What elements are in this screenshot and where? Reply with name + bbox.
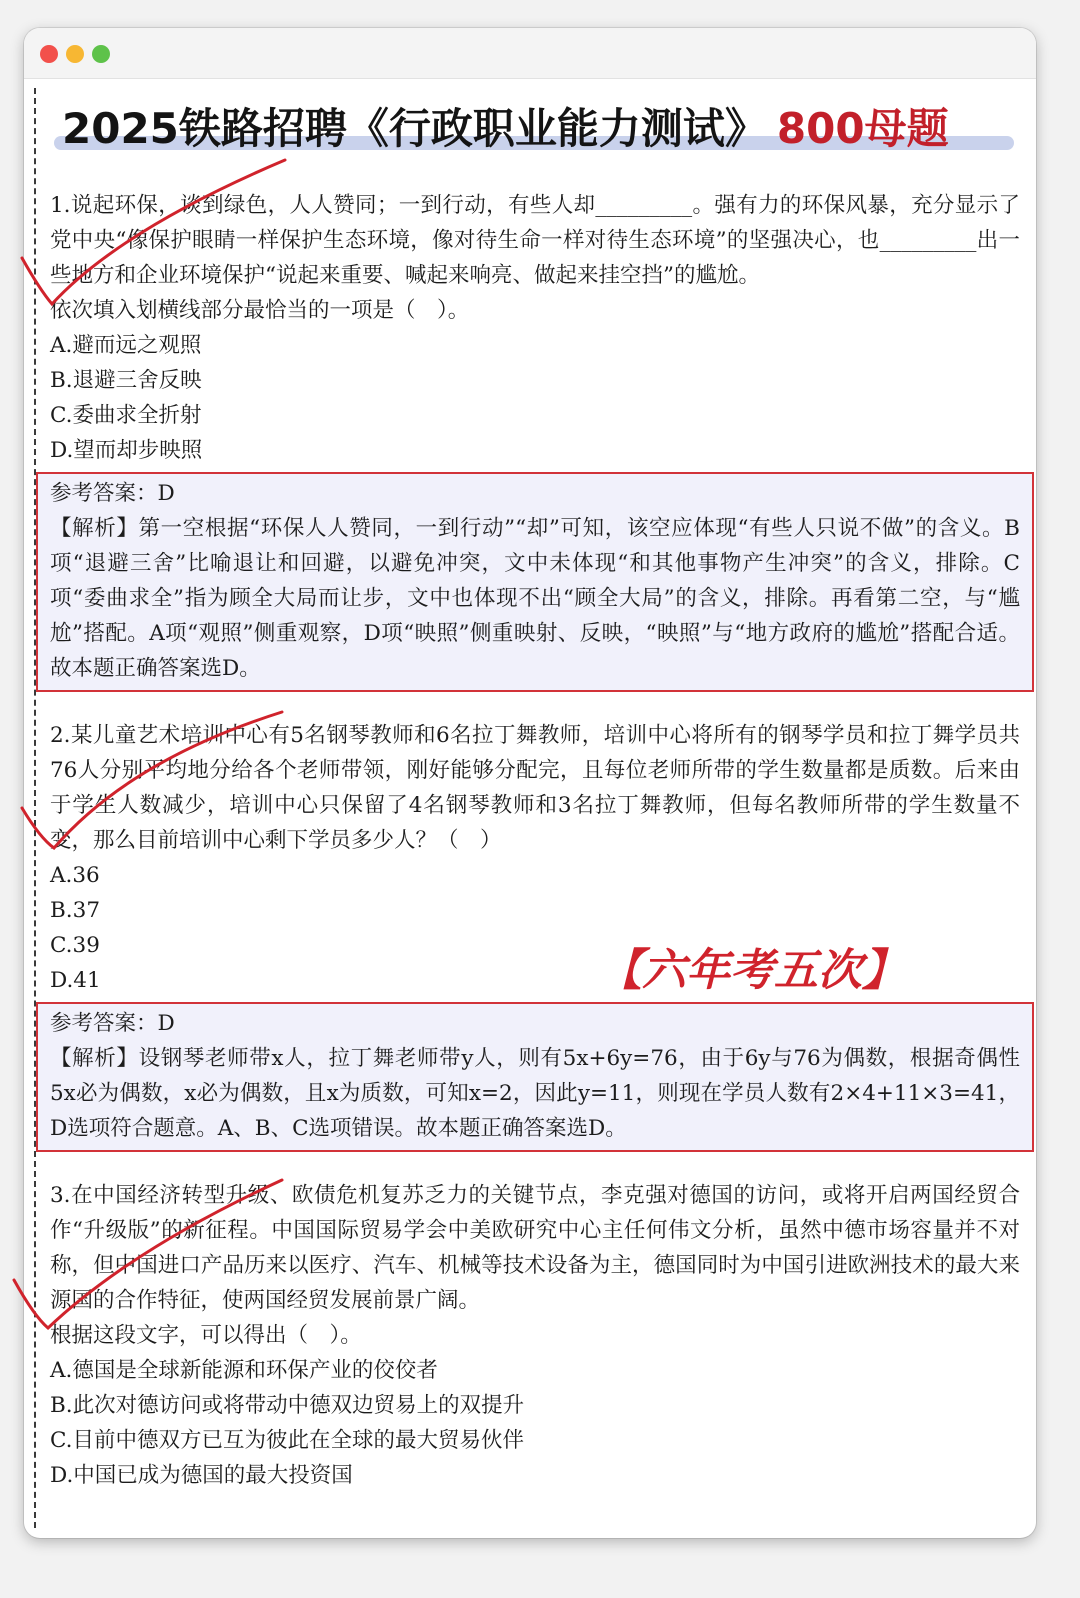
frequency-stamp: 【六年考五次】: [598, 945, 906, 996]
answer-box: [36, 472, 1034, 692]
option-a: A.德国是全球新能源和环保产业的佼佼者: [50, 1358, 438, 1383]
dashed-margin-line: [34, 88, 36, 1528]
option-b: B.此次对德访问或将带动中德双边贸易上的双提升: [50, 1393, 525, 1418]
question-1: [50, 188, 1020, 692]
page-title-main: 2025铁路招聘《行政职业能力测试》: [62, 104, 767, 153]
question-prompt: 依次填入划横线部分最恰当的一项是（ ）。: [50, 298, 470, 323]
option-c: C.委曲求全折射: [50, 403, 202, 428]
answer-label: 参考答案：D: [50, 1011, 175, 1036]
close-window-button[interactable]: [40, 45, 58, 63]
question-3: [50, 1178, 1020, 1493]
answer-analysis: 【解析】设钢琴老师带x人，拉丁舞老师带y人，则有5x+6y=76，由于6y与76为偶数，根据奇偶性5x必为偶数，x必为偶数，且x为质数，可知x=2，因此y=11，则现在学员人数有2×4+11×3=41，D选项符合题意。A、B、C选项错误。故本题正确答案选D。: [50, 1046, 1020, 1141]
option-c: C.目前中德双方已互为彼此在全球的最大贸易伙伴: [50, 1428, 525, 1453]
question-prompt: 根据这段文字，可以得出（ ）。: [50, 1323, 362, 1348]
option-d: D.望而却步映照: [50, 438, 203, 463]
question-list: [50, 188, 1020, 1519]
option-b: B.退避三舍反映: [50, 368, 202, 393]
page-title-highlight: 800母题: [776, 104, 949, 153]
page-title: [62, 96, 1022, 160]
option-c: C.39: [50, 933, 100, 958]
maximize-window-button[interactable]: [92, 45, 110, 63]
minimize-window-button[interactable]: [66, 45, 84, 63]
option-d: D.41: [50, 968, 101, 993]
option-a: A.36: [50, 863, 100, 888]
option-a: A.避而远之观照: [50, 333, 202, 358]
question-stem: 2.某儿童艺术培训中心有5名钢琴教师和6名拉丁舞教师，培训中心将所有的钢琴学员和拉丁舞学员共76人分别平均地分给各个老师带领，刚好能够分配完，且每位老师所带的学生数量都是质数。后来由于学生人数减少，培训中心只保留了4名钢琴教师和3名拉丁舞教师，但每名教师所带的学生数量不变，那么目前培训中心剩下学员多少人？（ ）: [50, 723, 1020, 853]
answer-analysis: 【解析】第一空根据“环保人人赞同，一到行动”“却”可知，该空应体现“有些人只说不做”的含义。B项“退避三舍”比喻退让和回避，以避免冲突，文中未体现“和其他事物产生冲突”的含义，排除。C项“委曲求全”指为顾全大局而让步，文中也体现不出“顾全大局”的含义，排除。再看第二空，与“尴尬”搭配。A项“观照”侧重观察，D项“映照”侧重映射、反映，“映照”与“地方政府的尴尬”搭配合适。故本题正确答案选D。: [50, 516, 1020, 681]
answer-box: [36, 1002, 1034, 1152]
answer-label: 参考答案：D: [50, 481, 175, 506]
question-stem: 3.在中国经济转型升级、欧债危机复苏乏力的关键节点，李克强对德国的访问，或将开启两国经贸合作“升级版”的新征程。中国国际贸易学会中美欧研究中心主任何伟文分析，虽然中德市场容量并不对称，但中国进口产品历来以医疗、汽车、机械等技术设备为主，德国同时为中国引进欧洲技术的最大来源国的合作特征，使两国经贸发展前景广阔。: [50, 1183, 1020, 1313]
question-stem: 1.说起环保，谈到绿色，人人赞同；一到行动，有些人却_________。强有力的环保风暴，充分显示了党中央“像保护眼睛一样保护生态环境，像对待生命一样对待生态环境”的坚强决心，也_________出一些地方和企业环境保护“说起来重要、喊起来响亮、做起来挂空挡”的尴尬。: [50, 193, 1020, 288]
option-b: B.37: [50, 898, 100, 923]
window-titlebar: [24, 28, 1036, 79]
option-d: D.中国已成为德国的最大投资国: [50, 1463, 353, 1488]
